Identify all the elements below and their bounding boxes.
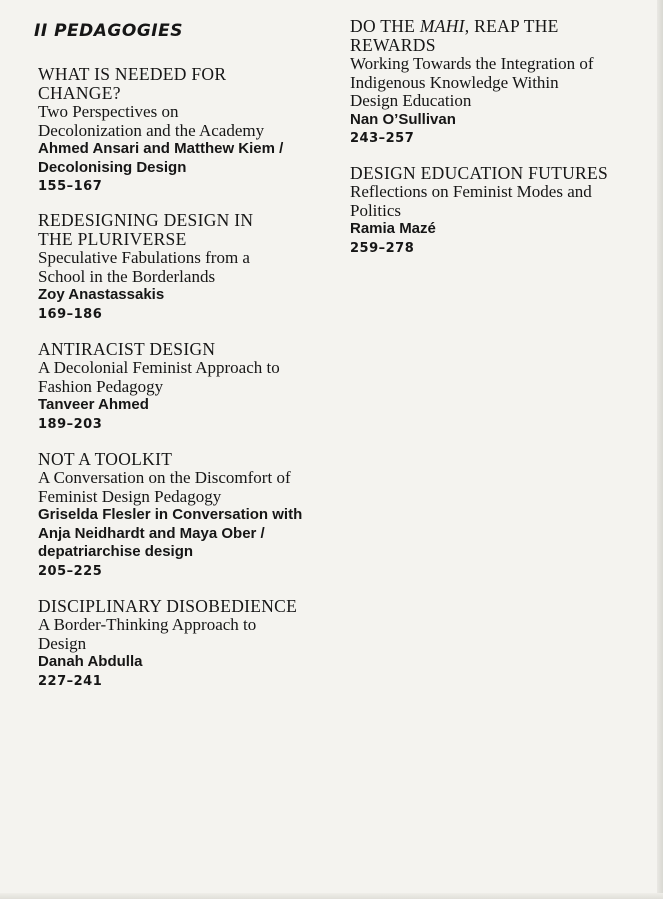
- entry-title-part: , REAP THE REWARDS: [350, 16, 559, 55]
- entry-pages: 155–167: [38, 179, 103, 194]
- toc-entry[interactable]: [38, 596, 298, 691]
- entry-pages: 227–241: [38, 673, 103, 689]
- entry-author: Ramia Mazé: [350, 220, 436, 237]
- entry-author: Ahmed Ansari and Matthew Kiem / Decolonising Design: [38, 140, 284, 176]
- toc-entry[interactable]: [38, 450, 318, 581]
- entry-author: Zoy Anastassakis: [38, 286, 165, 303]
- entry-subtitle: Reflections on Feminist Modes and Politics: [350, 182, 592, 220]
- entry-title: DISCIPLINARY DISOBEDIENCE: [38, 596, 298, 616]
- toc-entry[interactable]: [350, 17, 600, 148]
- page-edge: [0, 893, 663, 899]
- entry-subtitle: Working Towards the Integration of Indigenous Knowledge Within Design Education: [350, 54, 594, 110]
- entry-title: WHAT IS NEEDED FOR CHANGE?: [38, 64, 227, 103]
- toc-entry[interactable]: [350, 164, 645, 258]
- entry-author: Nan O’Sullivan: [350, 110, 456, 128]
- entry-pages: 169–186: [38, 306, 103, 322]
- toc-entry[interactable]: [38, 340, 303, 434]
- entry-title-part: DO THE: [350, 16, 420, 36]
- entry-title-italic: MAHI: [419, 16, 465, 36]
- page-edge: [657, 0, 663, 899]
- entry-author: Griselda Flesler in Conversation with Anja Neidhardt and Maya Ober / depatriarchise design: [38, 506, 303, 560]
- entry-pages: 259–278: [350, 240, 415, 256]
- entry-subtitle: Two Perspectives on Decolonization and the Academy: [38, 102, 265, 140]
- entry-subtitle: Speculative Fabulations from a School in the Borderlands: [38, 248, 250, 286]
- entry-title: DESIGN EDUCATION FUTURES: [350, 163, 609, 183]
- entry-subtitle: A Conversation on the Discomfort of Feminist Design Pedagogy: [38, 468, 291, 506]
- toc-entry[interactable]: [38, 211, 278, 324]
- entry-title: REDESIGNING DESIGN IN THE PLURIVERSE: [38, 210, 254, 249]
- entry-pages: 243–257: [350, 131, 415, 146]
- entry-subtitle: A Border-Thinking Approach to Design: [38, 615, 257, 653]
- entry-title: [350, 17, 600, 55]
- entry-subtitle: A Decolonial Feminist Approach to Fashion Pedagogy: [38, 358, 280, 396]
- entry-author: Danah Abdulla: [38, 653, 143, 670]
- entry-author: Tanveer Ahmed: [38, 396, 149, 413]
- section-heading: II PEDAGOGIES: [34, 21, 183, 41]
- entry-title: NOT A TOOLKIT: [38, 449, 173, 469]
- toc-entry[interactable]: [38, 64, 284, 196]
- entry-title: ANTIRACIST DESIGN: [38, 339, 216, 359]
- entry-pages: 205–225: [38, 563, 103, 579]
- entry-pages: 189–203: [38, 416, 103, 432]
